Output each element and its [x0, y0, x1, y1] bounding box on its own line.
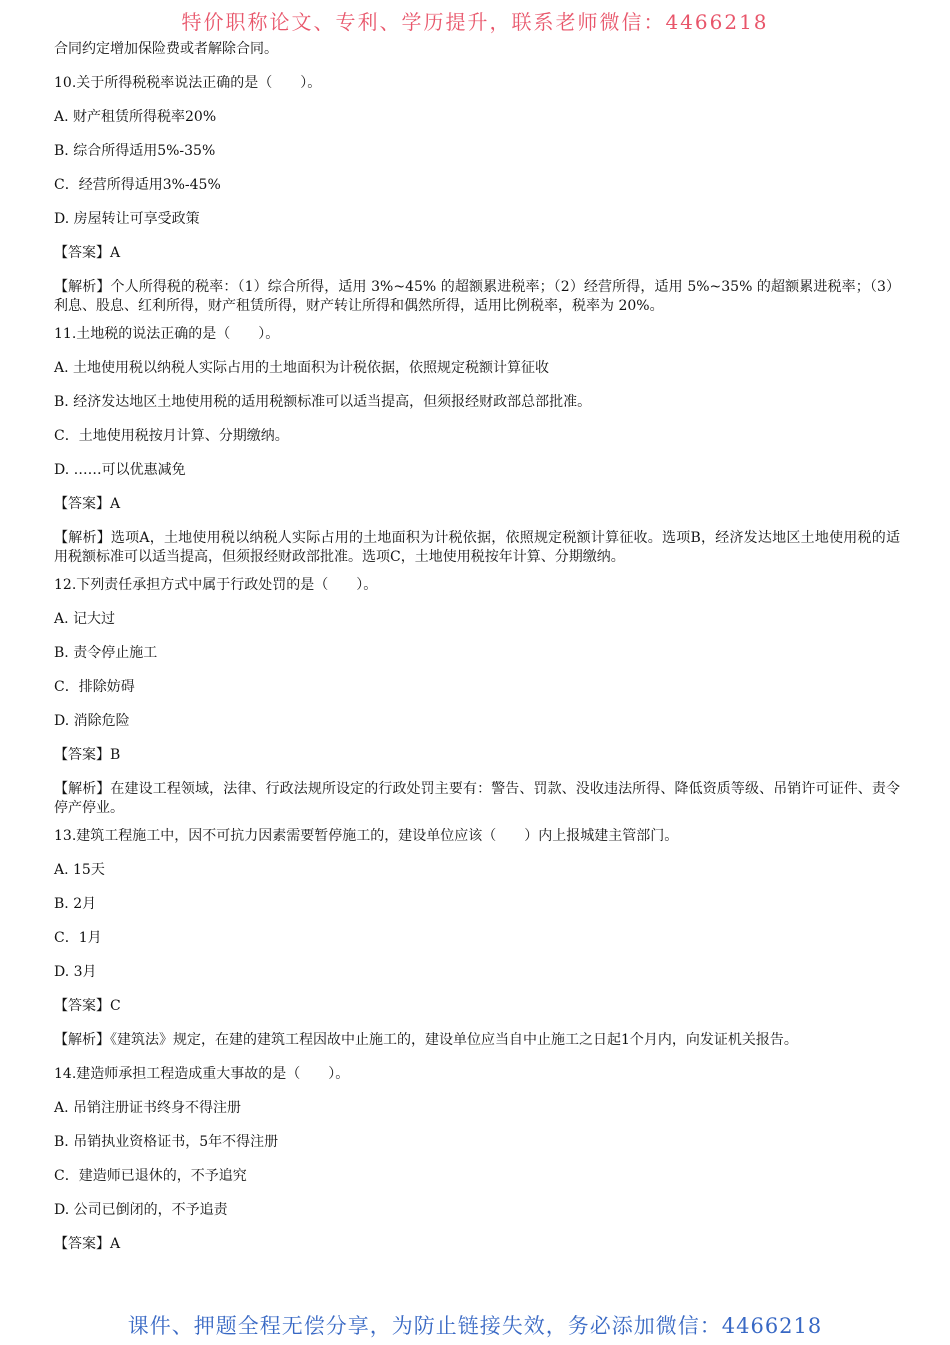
answer-value: A — [110, 245, 121, 261]
bottom-watermark-banner: 课件、押题全程无偿分享，为防止链接失效，务必添加微信：4466218 — [127, 1314, 823, 1338]
analysis-line — [54, 529, 900, 567]
answer-label: 【答案】 — [54, 998, 110, 1014]
analysis-label: 【解析】 — [54, 1032, 110, 1048]
analysis-label: 【解析】 — [54, 781, 111, 797]
analysis-label: 【解析】 — [54, 279, 111, 295]
option-c: C．建造师已退休的，不予追究 — [54, 1168, 247, 1184]
option-c: C．土地使用税按月计算、分期缴纳。 — [54, 428, 289, 444]
answer-line — [54, 244, 900, 262]
option-c: C．经营所得适用3%-45% — [54, 177, 221, 193]
top-watermark-banner: 特价职称论文、专利、学历提升，联系老师微信：4466218 — [181, 10, 769, 34]
option-c: C．排除妨碍 — [54, 679, 135, 695]
option-d: D. 公司已倒闭的，不予追责 — [54, 1202, 228, 1218]
analysis-text: 选项A，土地使用税以纳税人实际占用的土地面积为计税依据，依照规定税额计算征收。选项B，经济发达地区土地使用税的适用税额标准可以适当提高，但须报经财政部批准。选项C，土地使用税按年计算、分期缴纳。 — [54, 530, 900, 565]
answer-line — [54, 997, 900, 1015]
option-a: A. 财产租赁所得税率20% — [54, 109, 217, 125]
analysis-label: 【解析】 — [54, 530, 111, 546]
option-d: D. 房屋转让可享受政策 — [54, 211, 200, 227]
question-12 — [54, 576, 900, 818]
answer-value: A — [110, 1236, 121, 1252]
analysis-line — [54, 780, 900, 818]
analysis-text: 在建设工程领域，法律、行政法规所设定的行政处罚主要有：警告、罚款、没收违法所得、降低资质等级、吊销许可证件、责令停产停业。 — [54, 781, 901, 816]
option-b: B. 综合所得适用5%-35% — [54, 143, 216, 159]
question-stem: 12.下列责任承担方式中属于行政处罚的是（ ）。 — [54, 577, 378, 593]
answer-line — [54, 1235, 900, 1253]
option-d: D. ……可以优惠减免 — [54, 462, 186, 478]
question-stem: 10.关于所得税税率说法正确的是（ ）。 — [54, 75, 322, 91]
answer-value: A — [110, 496, 121, 512]
option-c: C．1月 — [54, 930, 102, 946]
answer-line — [54, 746, 900, 764]
analysis-text: 个人所得税的税率：（1）综合所得，适用 3%~45% 的超额累进税率；（2）经营所得，适用 5%~35% 的超额累进税率；（3）利息、股息、红利所得，财产租赁所得，财产转让所得和偶然所得，适用比例税率，税率为 20%。 — [54, 279, 901, 314]
intro-line: 合同约定增加保险费或者解除合同。 — [54, 41, 278, 57]
option-a: A. 记大过 — [54, 611, 116, 627]
question-14 — [54, 1065, 900, 1253]
option-a: A. 15天 — [54, 862, 105, 878]
option-b: B. 责令停止施工 — [54, 645, 158, 661]
question-stem: 11.土地税的说法正确的是（ ）。 — [54, 326, 280, 342]
question-11 — [54, 325, 900, 567]
option-d: D. 3月 — [54, 964, 97, 980]
option-d: D. 消除危险 — [54, 713, 130, 729]
analysis-line — [54, 1031, 900, 1049]
option-b: B. 经济发达地区土地使用税的适用税额标准可以适当提高，但须报经财政部总部批准。 — [54, 394, 592, 410]
document-body — [54, 40, 900, 1269]
question-13 — [54, 827, 900, 1049]
answer-label: 【答案】 — [54, 496, 110, 512]
answer-label: 【答案】 — [54, 245, 110, 261]
analysis-line — [54, 278, 900, 316]
answer-label: 【答案】 — [54, 1236, 110, 1252]
question-10 — [54, 74, 900, 316]
answer-value: C — [110, 998, 121, 1014]
option-a: A. 吊销注册证书终身不得注册 — [54, 1100, 242, 1116]
option-b: B. 吊销执业资格证书，5年不得注册 — [54, 1134, 279, 1150]
answer-line — [54, 495, 900, 513]
answer-label: 【答案】 — [54, 747, 110, 763]
question-stem: 14.建造师承担工程造成重大事故的是（ ）。 — [54, 1066, 350, 1082]
option-a: A. 土地使用税以纳税人实际占用的土地面积为计税依据，依照规定税额计算征收 — [54, 360, 550, 376]
answer-value: B — [110, 747, 121, 763]
option-b: B. 2月 — [54, 896, 97, 912]
analysis-text: 《建筑法》规定，在建的建筑工程因故中止施工的，建设单位应当自中止施工之日起1个月内，向发证机关报告。 — [110, 1032, 798, 1048]
question-stem: 13.建筑工程施工中，因不可抗力因素需要暂停施工的，建设单位应该（ ）内上报城建主管部门。 — [54, 828, 679, 844]
